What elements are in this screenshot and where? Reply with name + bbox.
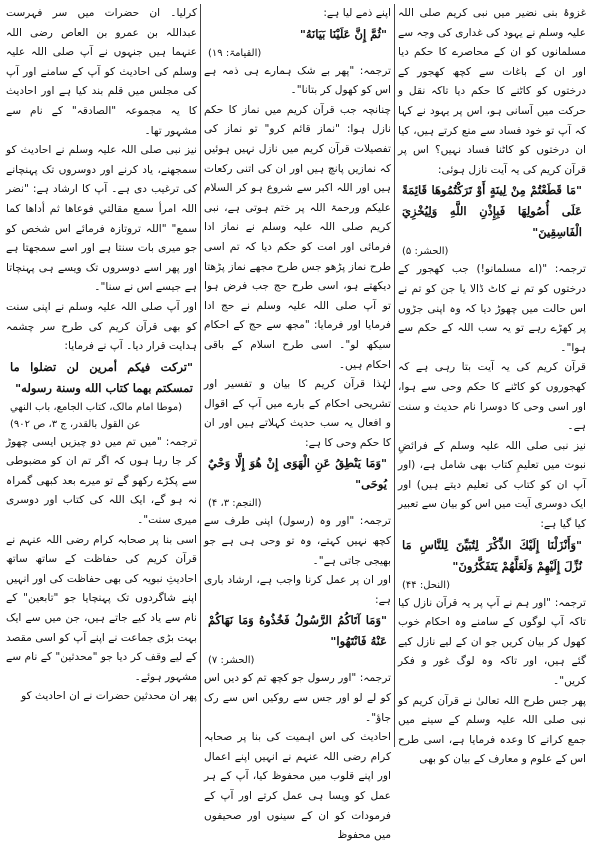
paragraph: نیز نبی صلی اللہ علیہ وسلم نے احادیث کو سمجھنے، یاد کرنے اور دوسروں تک پہنچانے کی ترغیب دی ہے۔ آپ کا ارشاد ہے: "نضر اللہ امرأ سمع مقالتي فوعاها ثم أداها كما سمع" "اللہ تروتازہ فرمائے اس شخص کو جو میری بات سنتا ہے اور اسے سمجھتا ہے اور پھر اسے دوسروں تک ویسے ہی پہنچاتا ہے جیسے اس نے سنا"۔ — [6, 144, 197, 294]
paragraph: ترجمہ: "پھر بے شک ہمارے ہی ذمہ ہے اس کو کھول کر بتانا"۔ — [204, 64, 391, 97]
paragraph: قرآن کریم کی یہ آیت بتا رہی ہے کہ کھجوروں کو کاٹنے کا حکم وحی سے ہوا، اور اسی وحی کا دوسرا نام حدیث و سنت ہے۔ — [398, 361, 586, 433]
paragraph: ترجمہ: "(اے مسلمانو!) جب کھجور کے درختوں کو تم نے کاٹ ڈالا یا جن کو تم نے اس حالت میں چھوڑ دیا کہ وہ اپنی جڑوں پر کھڑے رہے تو یہ سب اللہ کے حکم سے ہوا"۔ — [398, 263, 586, 354]
paragraph: پھر جس طرح اللہ تعالیٰ نے قرآن کریم کو نبی صلی اللہ علیہ وسلم کے سینے میں جمع کرانے کا وعدہ فرمایا ہے، اسی طرح اس کے علوم و معارف کے بیان کو بھی — [398, 694, 586, 766]
arabic-quote: "وَأَنْزَلْنَا إِلَيْكَ الذِّكْرَ لِتُبَيِّنَ لِلنَّاسِ مَا نُزِّلَ إِلَيْهِمْ وَلَعَلَّهُمْ يَتَفَكَّرُونَ" — [402, 537, 582, 573]
paragraph: کرلیا۔ ان حضرات میں سر فہرست عبداللہ بن عمرو بن العاص رضی اللہ عنہما ہیں جنہوں نے آپ صلی اللہ علیہ وسلم کی احادیث کو آپ کے سامنے اور آپ کی مجلس میں قلم بند کیا ہے اور احادیث کا یہ مجموعہ "الصادقہ" کے نام سے مشہور تھا۔ — [6, 7, 197, 137]
paragraph: اسی بنا پر صحابہ کرام رضی اللہ عنہم نے قرآن کریم کی حفاظت کے ساتھ ساتھ احادیثِ نبویہ کی بھی حفاظت کی اور انہیں اپنے شاگردوں تک پہنچایا جو "تابعین" کے نام سے یاد کیے جاتے ہیں، جن میں سے ایک بہت بڑی جماعت نے اپنے آپ کو اسی مقصد کے لیے وقف کر دیا جو "محدثین" کے نام سے مشہور ہوئے۔ — [6, 533, 197, 683]
citation: (النحل: ۴۴) — [402, 579, 450, 591]
column-divider-right — [394, 4, 395, 747]
paragraph: ترجمہ: "اور وہ (رسول) اپنی طرف سے کچھ نہیں کہتے، وہ تو وحی ہی ہے جو بھیجی جاتی ہے"۔ — [204, 515, 391, 567]
arabic-quote: "وَمَا آتَاكُمُ الرَّسُولُ فَخُذُوهُ وَمَا نَهَاكُمْ عَنْهُ فَانْتَهُوا" — [208, 613, 387, 649]
column-right — [398, 4, 586, 766]
arabic-quote: "تركت فيكم أمرين لن تضلوا ما تمسكتم بهما كتاب الله وسنة رسوله" — [10, 359, 193, 395]
paragraph: لہٰذا قرآن کریم کا بیان و تفسیر اور تشریحی احکام کے بارے میں آپ کے اقوال و افعال یہ سب حدیث کہلاتے ہیں اور ان کا حکم وحی کا ہے: — [204, 378, 391, 449]
paragraph: اور ان پر عمل کرنا واجب ہے، ارشاد باری ہے: — [204, 574, 391, 606]
column-divider-left — [200, 4, 201, 747]
citation: (موطا امام مالک، کتاب الجامع، باب النهي عن القول بالقدر، ج ۳، ص ۹۰۲) — [10, 401, 183, 430]
column-left — [6, 4, 197, 747]
column-middle — [204, 4, 391, 842]
paragraph: ترجمہ: "اور ہم نے آپ پر یہ قرآن نازل کیا تاکہ آپ لوگوں کے سامنے وہ احکام خوب کھول کر بیان کریں جو ان کے لیے نازل کیے گئے ہیں، اور تاکہ وہ لوگ غور و فکر کریں"۔ — [398, 596, 586, 688]
arabic-quote: "ثُمَّ إِنَّ عَلَيْنَا بَيَانَهُ" — [299, 26, 387, 41]
citation: (الحشر: ۷) — [208, 655, 255, 667]
paragraph: اپنے ذمے لیا ہے: — [323, 7, 391, 19]
paragraph: چنانچہ جب قرآن کریم میں نماز کا حکم نازل ہوا: "نماز قائم کرو" تو نماز کی تفصیلات قرآن کریم میں نازل نہیں ہوئیں کہ نمازیں پانچ ہیں اور ان کی اتنی رکعات ہیں اور اللہ اکبر سے شروع ہو کر السلام علیکم ورحمۃ اللہ پر ختم ہوتی ہے، نبی کریم صلی اللہ علیہ وسلم نے نماز ادا فرمائی اور امت کو حکم دیا کہ تم اسی طرح نماز پڑھو جس طرح مجھے نماز پڑھتا دیکھتے ہو، اسی طرح حج جب فرض ہوا تو آپ صلی اللہ علیہ وسلم نے حج ادا فرمایا اور فرمایا: "مجھ سے حج کے احکام سیکھ لو"۔ اسی طرح اسلام کے باقی احکام ہیں۔ — [204, 103, 391, 371]
citation: (القیامۃ: ۱۹) — [208, 47, 262, 59]
citation: (الحشر: ۵) — [402, 246, 449, 258]
paragraph: اور آپ صلی اللہ علیہ وسلم نے اپنی سنت کو بھی قرآن کریم کی طرح سر چشمہ ہدایت قرار دیا۔ آپ نے فرمایا: — [6, 300, 197, 353]
paragraph: پھر ان محدثین حضرات نے ان احادیث کو — [21, 690, 197, 703]
citation: (النجم: ۳، ۴) — [208, 498, 262, 510]
arabic-quote: "وَمَا يَنْطِقُ عَنِ الْهَوَى إِنْ هُوَ إِلَّا وَحْيٌ يُوحَى" — [208, 456, 387, 492]
paragraph: نیز نبی صلی اللہ علیہ وسلم کے فرائضِ نبوت میں تعلیمِ کتاب بھی شامل ہے، (اور آپ ان کو کتاب کی تعلیم دیتے ہیں) اور ایک دوسری آیت میں اس کو بیان سے تعبیر کیا گیا ہے: — [398, 439, 586, 531]
paragraph: ترجمہ: "اور رسول جو کچھ تم کو دیں اس کو لے لو اور جس سے روکیں اس سے رک جاؤ"۔ — [204, 672, 391, 724]
paragraph: احادیث کی اس اہمیت کی بنا پر صحابہ کرام رضی اللہ عنہم نے انہیں اپنے اعمال اور اپنے قلوب میں محفوظ کیا، آپ کے ہر عمل کو ویسا ہی عمل کرتے اور آپ کے فرمودات کو ان کے سینوں اور صحیفوں میں محفوظ — [204, 731, 391, 842]
paragraph: ترجمہ: "میں تم میں دو چیزیں ایسی چھوڑ کر جا رہا ہوں کہ اگر تم ان کو مضبوطی سے پکڑے رکھو گے تو میرے بعد کبھی گمراہ نہ ہو گے، ایک اللہ کی کتاب اور دوسری میری سنت"۔ — [6, 435, 197, 527]
paragraph: غزوۂ بنی نضیر میں نبی کریم صلی اللہ علیہ وسلم نے یہود کی غداری کی وجہ سے مسلمانوں کو ان کے محاصرے کا حکم دیا اور ان کے باغات سے کچھ کھجور کے درختوں کو کاٹنے کا حکم دیا تاکہ نقل و حرکت میں آسانی ہو، اس پر یہود نے کہا کہ آپ تو خود فساد سے منع کرتے ہیں، کیا ان درختوں کو کاٹنا فساد نہیں؟ اس پر قرآن کریم کی یہ آیت نازل ہوئی: — [398, 7, 586, 176]
arabic-quote: "مَا قَطَعْتُمْ مِنْ لِينَةٍ أَوْ تَرَكْتُمُوهَا قَائِمَةً عَلَى أُصُولِهَا فَبِإِذْنِ اللَّهِ وَلِيُخْزِيَ الْفَاسِقِينَ" — [402, 183, 582, 240]
